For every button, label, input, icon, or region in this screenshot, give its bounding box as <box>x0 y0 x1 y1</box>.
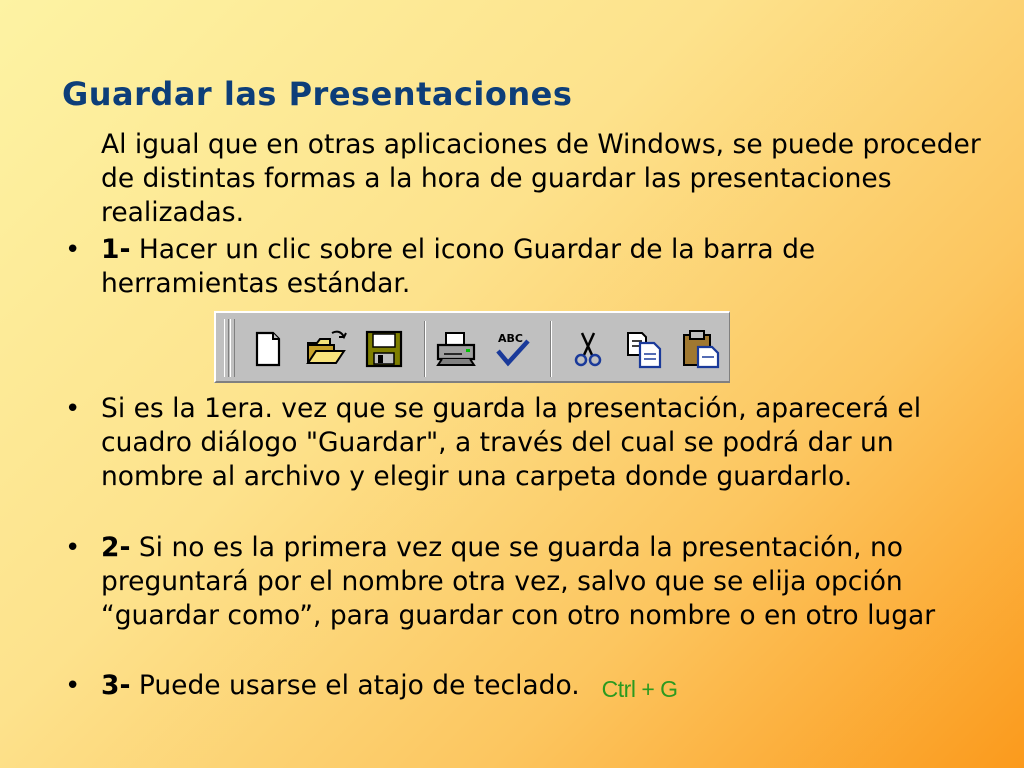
intro-paragraph: Al igual que en otras aplicaciones de Windows, se puede proceder de distintas formas a la hora de guardar las presentaciones realizadas. <box>101 129 981 228</box>
bullet-item <box>65 669 981 703</box>
paste-icon <box>680 327 724 371</box>
cut-scissors-icon <box>566 327 610 371</box>
bullet-marker: • <box>65 394 81 424</box>
bullet-item <box>65 392 981 494</box>
bullet-text: Puede usarse el atajo de teclado. <box>130 670 580 701</box>
keyboard-shortcut: Ctrl + G <box>601 676 678 702</box>
toolbar-separator <box>424 321 426 377</box>
new-document-icon <box>246 327 290 371</box>
print-icon <box>434 327 478 371</box>
save-floppy-icon <box>362 327 406 371</box>
toolbar-separator <box>550 321 552 377</box>
slide-title: Guardar las Presentaciones <box>62 75 573 113</box>
bullet-text: Hacer un clic sobre el icono Guardar de la barra de herramientas estándar. <box>101 234 816 299</box>
toolbar-grip <box>224 319 229 377</box>
bullet-marker: • <box>65 671 81 701</box>
bullet-number: 3- <box>101 670 131 701</box>
open-folder-icon <box>304 327 348 371</box>
spelling-check-icon <box>490 327 534 371</box>
bullet-marker: • <box>65 533 81 563</box>
standard-toolbar-image <box>214 311 730 383</box>
bullet-text: Si no es la primera vez que se guarda la presentación, no preguntará por el nombre otra vez, salvo que se elija opción “guardar como”, para guardar con otro nombre o en otro lugar <box>101 532 936 631</box>
copy-icon <box>622 327 666 371</box>
bullet-marker: • <box>65 235 81 265</box>
svg-text:ABC: ABC <box>498 332 523 345</box>
bullet-number: 1- <box>101 234 131 265</box>
bullet-text: Si es la 1era. vez que se guarda la presentación, aparecerá el cuadro diálogo "Guardar", a través del cual se podrá dar un nombre al archivo y elegir una carpeta donde guardarlo. <box>101 393 922 492</box>
bullet-item <box>65 531 981 633</box>
bullet-number: 2- <box>101 532 131 563</box>
bullet-item <box>65 233 981 301</box>
toolbar-grip <box>230 319 235 377</box>
